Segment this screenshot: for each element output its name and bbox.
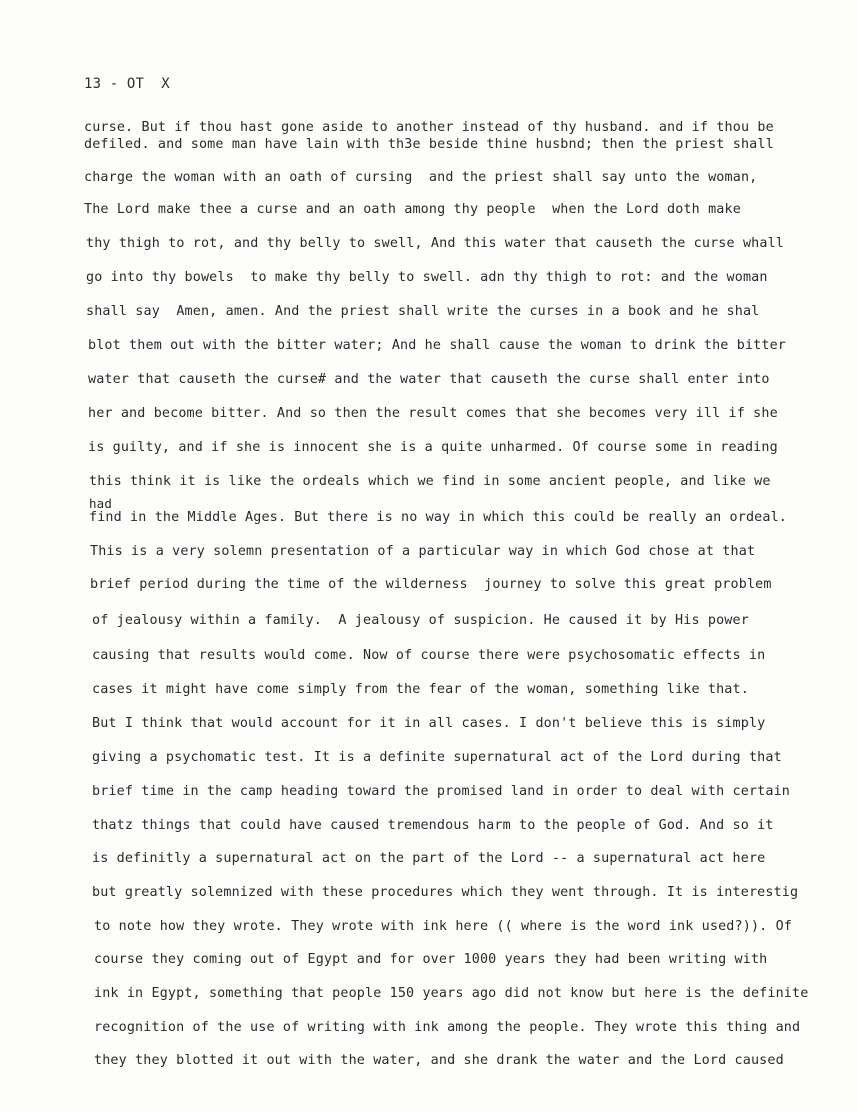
text-line: brief period during the time of the wilderness journey to solve this great problem xyxy=(90,577,772,592)
text-line: ink in Egypt, something that people 150 years ago did not know but here is the definite xyxy=(94,986,809,1001)
text-line: shall say Amen, amen. And the priest shall write the curses in a book and he shal xyxy=(86,304,760,319)
text-line: they they blotted it out with the water, and she drank the water and the Lord caused xyxy=(94,1053,784,1068)
text-line: causing that results would come. Now of course there were psychosomatic effects in xyxy=(92,648,766,663)
text-line: is guilty, and if she is innocent she is a quite unharmed. Of course some in reading xyxy=(88,440,778,455)
text-line: defiled. and some man have lain with th3e beside thine husbnd; then the priest shall xyxy=(84,137,774,152)
text-line: is definitly a supernatural act on the part of the Lord -- a supernatural act here xyxy=(92,851,766,866)
text-line: this think it is like the ordeals which we find in some ancient people, and like we xyxy=(89,474,771,489)
text-line: The Lord make thee a curse and an oath among thy people when the Lord doth make xyxy=(84,202,741,217)
page-label: 13 - OT X xyxy=(84,76,170,92)
text-line: of jealousy within a family. A jealousy of suspicion. He caused it by His power xyxy=(92,613,749,628)
text-line: find in the Middle Ages. But there is no way in which this could be really an ordeal. xyxy=(89,510,788,525)
text-line: recognition of the use of writing with ink among the people. They wrote this thing and xyxy=(94,1020,801,1035)
text-line: go into thy bowels to make thy belly to swell. adn thy thigh to rot: and the woman xyxy=(86,270,768,285)
text-line: curse. But if thou hast gone aside to another instead of thy husband. and if thou be xyxy=(84,120,774,135)
text-line: to note how they wrote. They wrote with ink here (( where is the word ink used?)). Of xyxy=(94,919,793,934)
text-line: course they coming out of Egypt and for over 1000 years they had been writing with xyxy=(94,952,768,967)
text-line: charge the woman with an oath of cursing and the priest shall say unto the woman, xyxy=(84,170,758,185)
text-line: but greatly solemnized with these procedures which they went through. It is interestig xyxy=(92,885,799,900)
text-line: cases it might have come simply from the fear of the woman, something like that. xyxy=(92,682,749,697)
text-line: This is a very solemn presentation of a particular way in which God chose at that xyxy=(90,544,756,559)
text-line: But I think that would account for it in all cases. I don't believe this is simply xyxy=(92,716,766,731)
text-line: giving a psychomatic test. It is a definite supernatural act of the Lord during that xyxy=(92,750,782,765)
text-line: her and become bitter. And so then the result comes that she becomes very ill if she xyxy=(88,406,778,421)
text-line: water that causeth the curse# and the water that causeth the curse shall enter into xyxy=(88,372,770,387)
text-line: blot them out with the bitter water; And he shall cause the woman to drink the bitter xyxy=(88,338,787,353)
text-line: thatz things that could have caused tremendous harm to the people of God. And so it xyxy=(92,818,774,833)
text-line: brief time in the camp heading toward the promised land in order to deal with certain xyxy=(92,784,791,799)
text-line: thy thigh to rot, and thy belly to swell, And this water that causeth the curse whall xyxy=(86,236,785,251)
text-line-insertion: had xyxy=(89,496,113,511)
